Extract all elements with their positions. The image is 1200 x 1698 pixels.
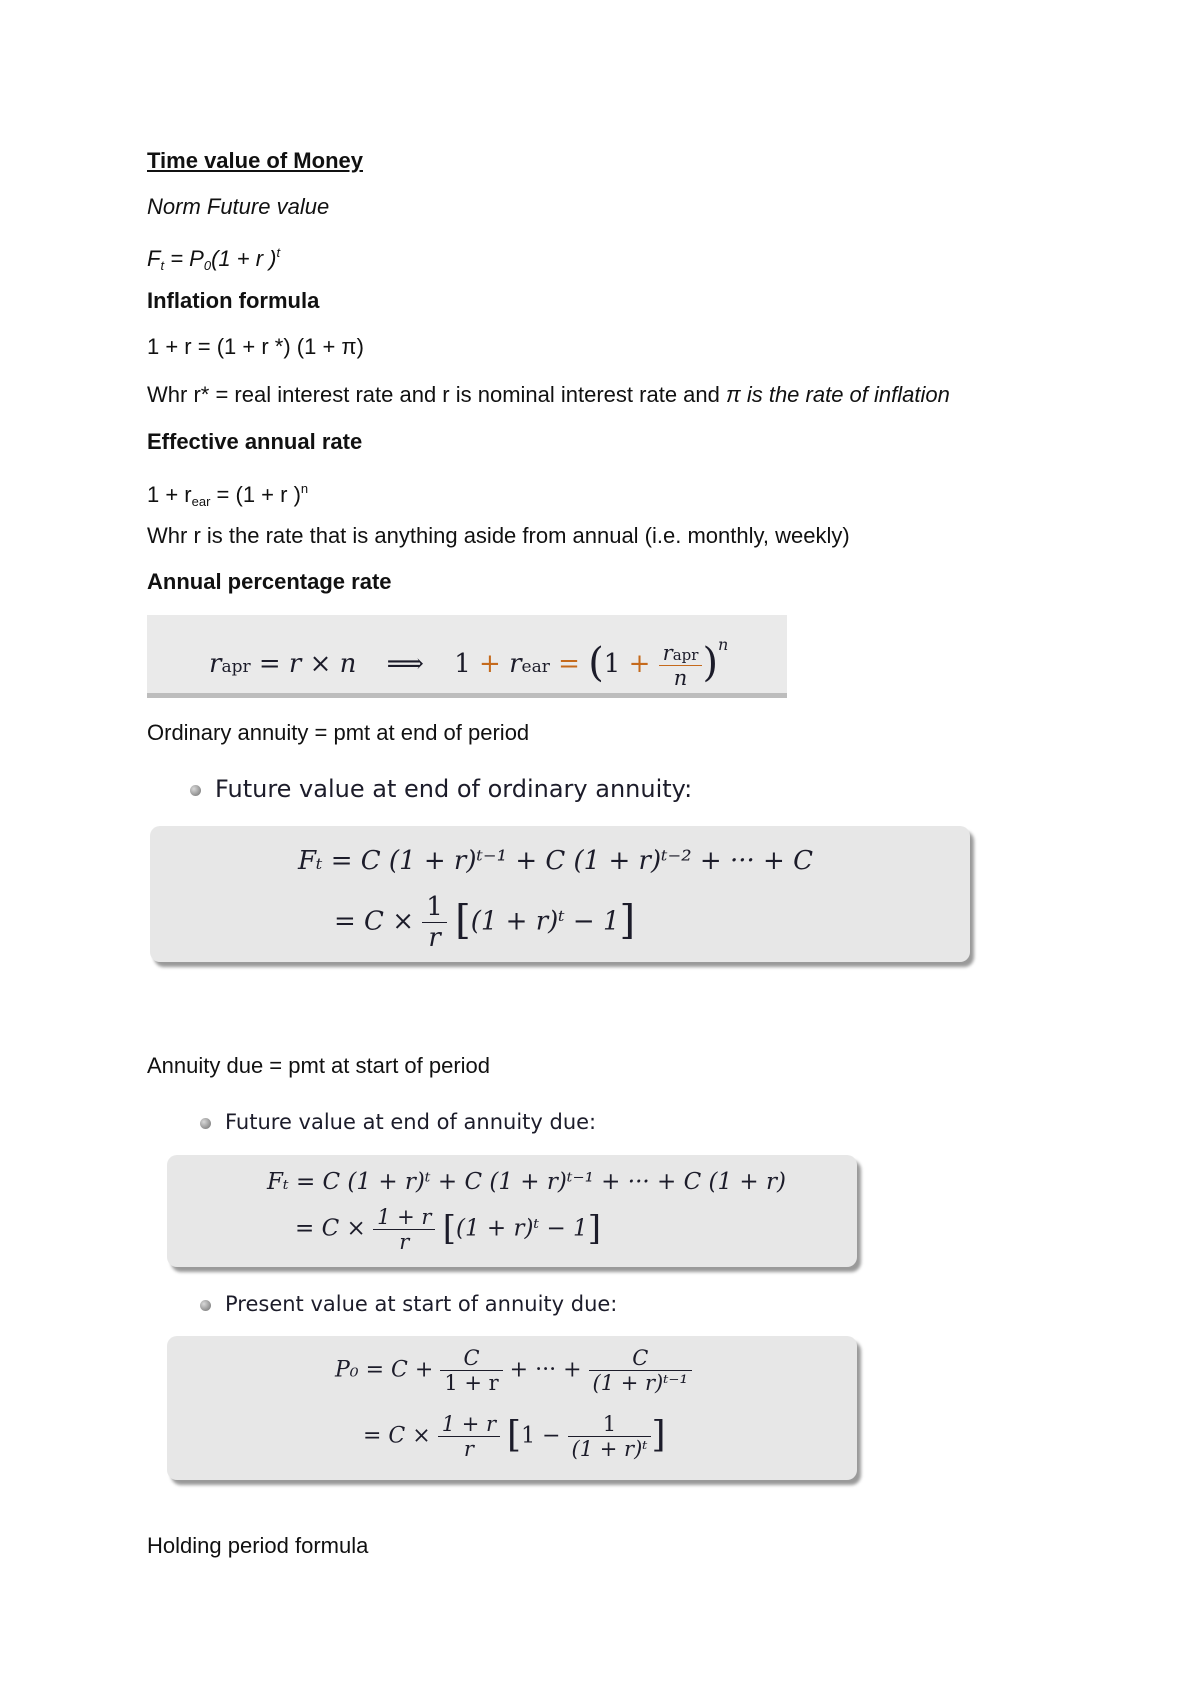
due-fv-line2-post: (1 + r)ᵗ − 1: [456, 1215, 588, 1242]
apr-one: 1: [454, 649, 471, 679]
future-value-label: Norm Future value: [147, 194, 330, 219]
due-pv-frac2: [589, 1346, 692, 1395]
due-fv-lbracket: [: [442, 1208, 457, 1249]
ordinary-bullet: [190, 775, 692, 803]
ear-exp: n: [300, 481, 309, 496]
apr-fraction: [659, 641, 703, 690]
apr-eq: =: [558, 649, 580, 679]
apr-one-inner: 1: [603, 649, 621, 679]
apr-rear: r: [509, 649, 522, 679]
due-fv-line1: Fₜ = C (1 + r)ᵗ + C (1 + r)ᵗ⁻¹ + ··· + C (1 + r): [267, 1169, 786, 1195]
inflation-note-text: Whr r* = real interest rate and r is nominal interest rate and: [147, 382, 726, 407]
due-pv-l2-pre: = C ×: [363, 1423, 431, 1449]
apr-frac-num: [659, 641, 703, 666]
ordinary-line2: [334, 892, 635, 953]
ear-right: = (1 + r ): [210, 482, 301, 507]
apr-sub: apr: [221, 657, 251, 677]
inflation-formula: 1 + r = (1 + r *) (1 + π): [147, 334, 364, 359]
due-bullet-2-text: Present value at start of annuity due:: [225, 1292, 618, 1316]
ear-formula: [147, 475, 308, 516]
inflation-note: [147, 381, 950, 409]
due-fv-line2-pre: = C ×: [295, 1215, 366, 1242]
due-pv-line1: [335, 1346, 692, 1395]
due-fv-frac-den: r: [399, 1230, 410, 1254]
due-pv-frac1: [440, 1346, 502, 1395]
apr-mid: = r × n: [250, 649, 357, 679]
annuity-due-line: Annuity due = pmt at start of period: [147, 1053, 491, 1078]
annuity-due-fv-box: [167, 1155, 857, 1267]
apr-formula-box: [147, 615, 787, 698]
apr-frac-r: r: [662, 640, 673, 665]
apr-ear-sub: ear: [521, 657, 550, 677]
due-pv-f4-num: 1: [568, 1412, 652, 1437]
ordinary-line2-pre: = C ×: [334, 906, 414, 937]
due-pv-f1-num: C: [440, 1346, 502, 1371]
due-pv-f1-den: 1 + r: [444, 1371, 499, 1395]
apr-frac-sub: apr: [672, 645, 699, 664]
ordinary-frac-num: 1: [422, 892, 447, 923]
future-value-formula: [147, 239, 280, 280]
fv-t-sub: t: [160, 258, 165, 273]
due-pv-lbracket: [: [507, 1414, 522, 1456]
fv-f: F: [147, 246, 161, 271]
ordinary-frac-den: r: [428, 923, 441, 953]
due-pv-f4-den: (1 + r)ᵗ: [571, 1437, 648, 1461]
implies-arrow: ⟹: [386, 649, 424, 679]
due-pv-rbracket: ]: [651, 1414, 666, 1456]
ear-sub: ear: [191, 494, 211, 509]
due-pv-f2-num: C: [589, 1346, 692, 1371]
apr-plus: +: [479, 649, 501, 679]
due-pv-f3-den: r: [463, 1437, 474, 1461]
fv-p: P: [189, 246, 204, 271]
due-pv-frac4: [568, 1412, 652, 1461]
due-pv-l2-one: 1 −: [521, 1423, 561, 1449]
apr-r: r: [209, 649, 222, 679]
due-pv-l1-mid: + ··· +: [509, 1357, 582, 1383]
due-bullet-1-text: Future value at end of annuity due:: [225, 1110, 597, 1134]
fv-eq: =: [164, 246, 190, 271]
fv-exp: t: [276, 245, 281, 260]
inflation-heading: Inflation formula: [147, 288, 320, 313]
due-pv-f3-num: 1 + r: [438, 1412, 500, 1437]
apr-frac-den: n: [673, 665, 688, 690]
ear-left: 1 + r: [147, 482, 192, 507]
apr-heading: Annual percentage rate: [147, 569, 392, 594]
apr-plus-inner: +: [628, 649, 651, 679]
page-title: Time value of Money: [147, 148, 363, 173]
holding-period-line: Holding period formula: [147, 1533, 369, 1558]
ordinary-rbracket: ]: [619, 897, 636, 944]
due-pv-line2: [363, 1412, 666, 1461]
fv-body: (1 + r ): [211, 246, 277, 271]
due-pv-l1-pre: P₀ = C +: [335, 1357, 434, 1383]
ordinary-bullet-text: Future value at end of ordinary annuity:: [215, 775, 693, 803]
ordinary-annuity-line: Ordinary annuity = pmt at end of period: [147, 720, 530, 745]
bullet-dot-icon: [190, 785, 201, 796]
due-pv-f2-den: (1 + r)ᵗ⁻¹: [592, 1371, 688, 1395]
fv-zero-sub: 0: [203, 258, 212, 273]
due-fv-line2: [295, 1205, 601, 1254]
inflation-note-italic: π is the rate of inflation: [725, 382, 950, 407]
bullet-dot-icon: [200, 1300, 211, 1311]
ear-heading: Effective annual rate: [147, 429, 363, 454]
apr-lparen: (: [588, 640, 604, 686]
ear-note: Whr r is the rate that is anything aside from annual (i.e. monthly, weekly): [147, 523, 850, 548]
due-pv-frac3: [438, 1412, 500, 1461]
bullet-dot-icon: [200, 1118, 211, 1129]
due-bullet-1: [200, 1110, 596, 1134]
ordinary-line1: Fₜ = C (1 + r)ᵗ⁻¹ + C (1 + r)ᵗ⁻² + ··· + C: [298, 846, 813, 876]
apr-formula: [209, 635, 728, 690]
due-bullet-2: [200, 1292, 617, 1316]
ordinary-line2-post: (1 + r)ᵗ − 1: [470, 906, 620, 937]
ordinary-fraction: [422, 892, 447, 953]
apr-exp: n: [718, 635, 729, 654]
due-fv-fraction: [373, 1205, 435, 1254]
ordinary-lbracket: [: [455, 897, 471, 944]
annuity-due-pv-box: [167, 1336, 857, 1480]
due-fv-frac-num: 1 + r: [373, 1205, 435, 1230]
due-fv-rbracket: ]: [587, 1208, 601, 1249]
apr-rparen: ): [702, 640, 719, 686]
ordinary-annuity-box: [150, 826, 970, 962]
